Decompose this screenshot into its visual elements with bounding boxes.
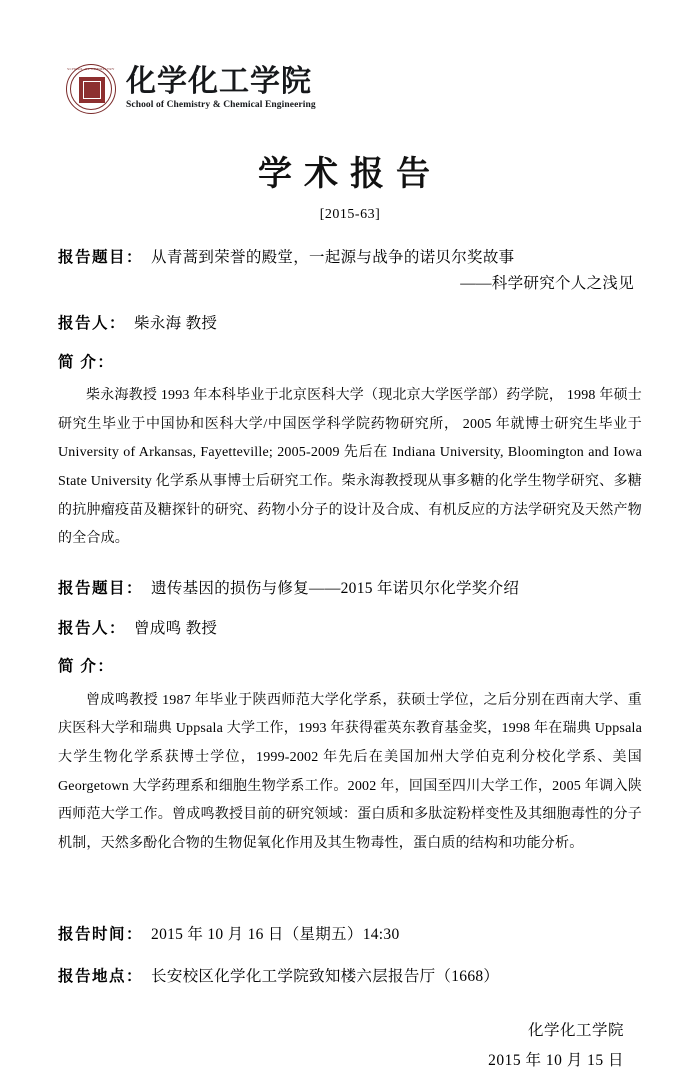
event-time-row bbox=[58, 919, 642, 952]
event-meta bbox=[58, 919, 642, 994]
talk-1-title-label: 报告题目： bbox=[58, 249, 144, 266]
signature-date: 2015 年 10 月 15 日 bbox=[488, 1052, 624, 1070]
document-number: [2015-63] bbox=[319, 207, 381, 222]
school-name-en: School of Chemistry & Chemical Engineering bbox=[126, 100, 316, 111]
event-time-value: 2015 年 10 月 16 日（星期五）14:30 bbox=[151, 925, 400, 943]
school-name-block bbox=[126, 64, 316, 111]
talk-1-title-value: 从青蒿到荣誉的殿堂，一起源与战争的诺贝尔奖故事 bbox=[151, 249, 515, 266]
talk-1-speaker-value: 柴永海 教授 bbox=[134, 315, 218, 333]
talk-2-bio-label: 简 介： bbox=[58, 658, 115, 676]
talk-2-speaker-value: 曾成鸣 教授 bbox=[134, 620, 218, 638]
event-place-label: 报告地点： bbox=[58, 968, 144, 986]
university-seal-icon bbox=[66, 64, 116, 114]
signature-org: 化学化工学院 bbox=[527, 1021, 624, 1039]
seal-center-mark bbox=[79, 77, 105, 103]
seal-arc-text: SCHOOL OF CHEMISTRY bbox=[67, 67, 115, 71]
talk-1-bio-label: 简 介： bbox=[58, 353, 115, 371]
event-place-value: 长安校区化学化工学院致知楼六层报告厅（1668） bbox=[151, 968, 500, 986]
talk-1-bio-text: 柴永海教授 1993 年本科毕业于北京医科大学（现北京大学医学部）药学院， 1998 年硕士研究生毕业于中国协和医科大学/中国医学科学院药物研究所， 2005 年就博士研究生毕业于 University of Arkansas, Fayetteville; 2005-2009 先后在 Indiana University, Bloomington and Iowa State University 化学系从事博士后研究工作。柴永海教授现从事多糖的化学生物学研究、多糖的抗肿瘤疫苗及糖探针的研究、药物小分子的设计及合成、有机反应的方法学研究及天然产物的全合成。 bbox=[58, 387, 642, 547]
talk-2-speaker-row bbox=[58, 614, 642, 644]
talk-1-speaker-label: 报告人： bbox=[58, 315, 127, 333]
page-title: 学术报告 bbox=[258, 154, 442, 194]
talk-1-speaker-row bbox=[58, 309, 642, 339]
talk-2-title-label: 报告题目： bbox=[58, 580, 144, 597]
talk-1-subtitle: ——科学研究个人之浅见 bbox=[460, 275, 634, 293]
event-time-label: 报告时间： bbox=[58, 925, 144, 943]
school-name-cn: 化学化工学院 bbox=[126, 64, 312, 100]
talk-2-title-value: 遗传基因的损伤与修复——2015 年诺贝尔化学奖介绍 bbox=[151, 580, 520, 597]
document-body bbox=[58, 243, 642, 1076]
talk-2-title-row bbox=[58, 574, 642, 604]
talk-2-speaker-label: 报告人： bbox=[58, 620, 127, 638]
talk-2-bio-text: 曾成鸣教授 1987 年毕业于陕西师范大学化学系，获硕士学位，之后分别在西南大学、重庆医科大学和瑞典 Uppsala 大学工作，1993 年获得霍英东教育基金奖，1998 年在瑞典 Uppsala 大学生物化学系获博士学位，1999-2002 年先后在美国加州大学伯克利分校化学系、美国 Georgetown 大学药理系和细胞生物学系工作。2002 年，回国至四川大学工作，2005 年调入陕西师范大学工作。曾成鸣教授目前的研究领域：蛋白质和多肽淀粉样变性及其细胞毒性的分子机制，天然多酚化合物的生物促氧化作用及其生物毒性，蛋白质的结构和功能分析。 bbox=[58, 692, 642, 852]
letterhead bbox=[58, 0, 642, 120]
